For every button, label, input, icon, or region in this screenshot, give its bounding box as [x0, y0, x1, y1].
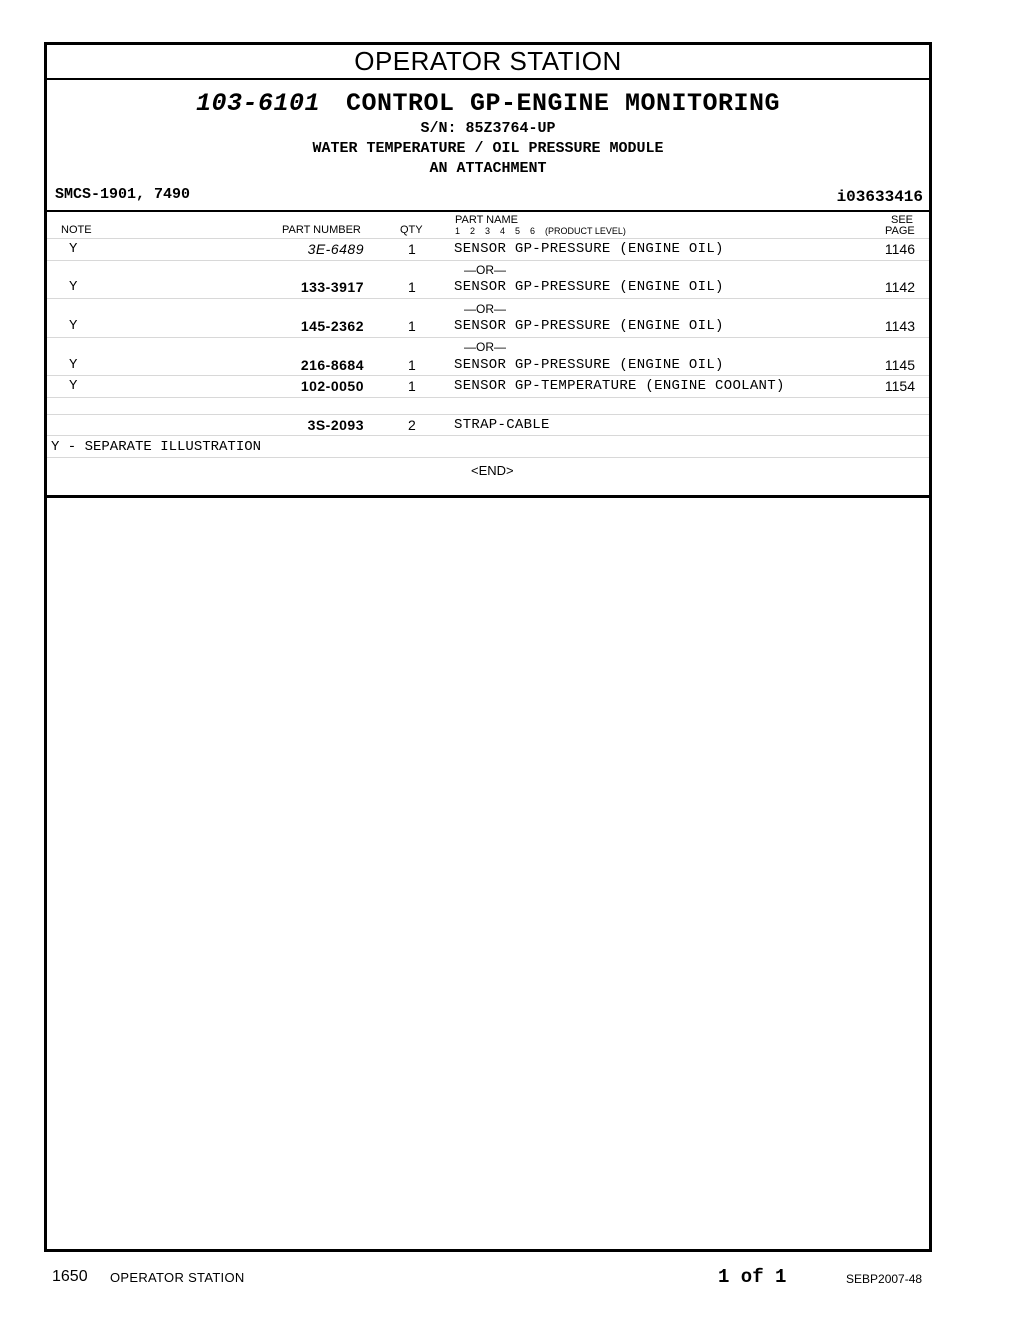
- smcs-code: SMCS-1901, 7490: [55, 186, 191, 203]
- row-see-page: 1154: [884, 378, 915, 394]
- row-note: Y: [69, 378, 78, 394]
- footer-document-number: SEBP2007-48: [846, 1272, 923, 1286]
- serial-range: S/N: 85Z3764-UP: [420, 120, 556, 137]
- row-part-number: 102-0050: [300, 378, 364, 394]
- header-note: NOTE: [61, 224, 92, 236]
- row-divider: [47, 435, 929, 436]
- header-page: PAGE: [885, 225, 915, 237]
- illustration-id: i03633416: [836, 188, 923, 206]
- header-see: SEE: [891, 214, 914, 226]
- footer-page-number: 1650: [52, 1268, 88, 1285]
- row-part-name: SENSOR GP-PRESSURE (ENGINE OIL): [454, 241, 724, 257]
- group-name: CONTROL GP-ENGINE MONITORING: [345, 89, 781, 118]
- row-note: Y: [69, 318, 78, 334]
- row-note: Y: [69, 279, 78, 295]
- row-see-page: 1146: [884, 241, 915, 257]
- row-divider: [47, 298, 929, 299]
- row-divider: [47, 397, 929, 398]
- row-qty: 1: [408, 318, 416, 334]
- row-divider: [47, 238, 929, 239]
- row-qty: 1: [408, 241, 416, 257]
- section-title: OPERATOR STATION: [47, 45, 929, 80]
- or-separator: —OR—: [464, 340, 506, 354]
- header-part-number: PART NUMBER: [282, 224, 361, 236]
- group-title: [47, 89, 929, 119]
- row-part-number: 3S-2093: [307, 417, 364, 433]
- row-qty: 1: [408, 357, 416, 373]
- row-part-name: SENSOR GP-TEMPERATURE (ENGINE COOLANT): [454, 378, 785, 394]
- group-part-number: 103-6101: [195, 89, 320, 118]
- row-divider: [47, 414, 929, 415]
- row-part-number: 145-2362: [300, 318, 364, 334]
- footer-page-count: 1 of 1: [718, 1266, 787, 1288]
- row-qty: 1: [408, 279, 416, 295]
- row-see-page: 1143: [884, 318, 915, 334]
- row-see-page: 1142: [884, 279, 915, 295]
- group-description: WATER TEMPERATURE / OIL PRESSURE MODULE: [312, 140, 664, 157]
- row-qty: 1: [408, 378, 416, 394]
- row-divider: [47, 457, 929, 458]
- row-part-number: 216-8684: [300, 357, 364, 373]
- row-divider: [47, 337, 929, 338]
- row-part-number: 133-3917: [300, 279, 364, 295]
- or-separator: —OR—: [464, 263, 506, 277]
- table-top-rule: [47, 210, 929, 212]
- row-note: Y: [69, 357, 78, 373]
- end-marker: <END>: [471, 463, 514, 478]
- row-qty: 2: [408, 417, 416, 433]
- row-part-name: SENSOR GP-PRESSURE (ENGINE OIL): [454, 279, 724, 295]
- footer-section: OPERATOR STATION: [110, 1270, 245, 1285]
- row-part-name: STRAP-CABLE: [454, 417, 550, 433]
- row-part-name: SENSOR GP-PRESSURE (ENGINE OIL): [454, 357, 724, 373]
- group-heading: [47, 89, 929, 179]
- row-see-page: 1145: [884, 357, 915, 373]
- or-separator: —OR—: [464, 302, 506, 316]
- row-part-name: SENSOR GP-PRESSURE (ENGINE OIL): [454, 318, 724, 334]
- table-bottom-rule: [47, 495, 929, 498]
- row-note: Y: [69, 241, 78, 257]
- row-divider: [47, 375, 929, 376]
- header-part-name: PART NAME: [455, 214, 518, 226]
- parts-page-frame: [44, 42, 932, 1252]
- header-product-levels: 1 2 3 4 5 6 (PRODUCT LEVEL): [455, 226, 626, 236]
- attachment-label: AN ATTACHMENT: [429, 160, 547, 177]
- row-part-number: 3E-6489: [307, 241, 364, 257]
- row-divider: [47, 260, 929, 261]
- note-legend: Y - SEPARATE ILLUSTRATION: [51, 439, 262, 455]
- header-qty: QTY: [400, 224, 423, 236]
